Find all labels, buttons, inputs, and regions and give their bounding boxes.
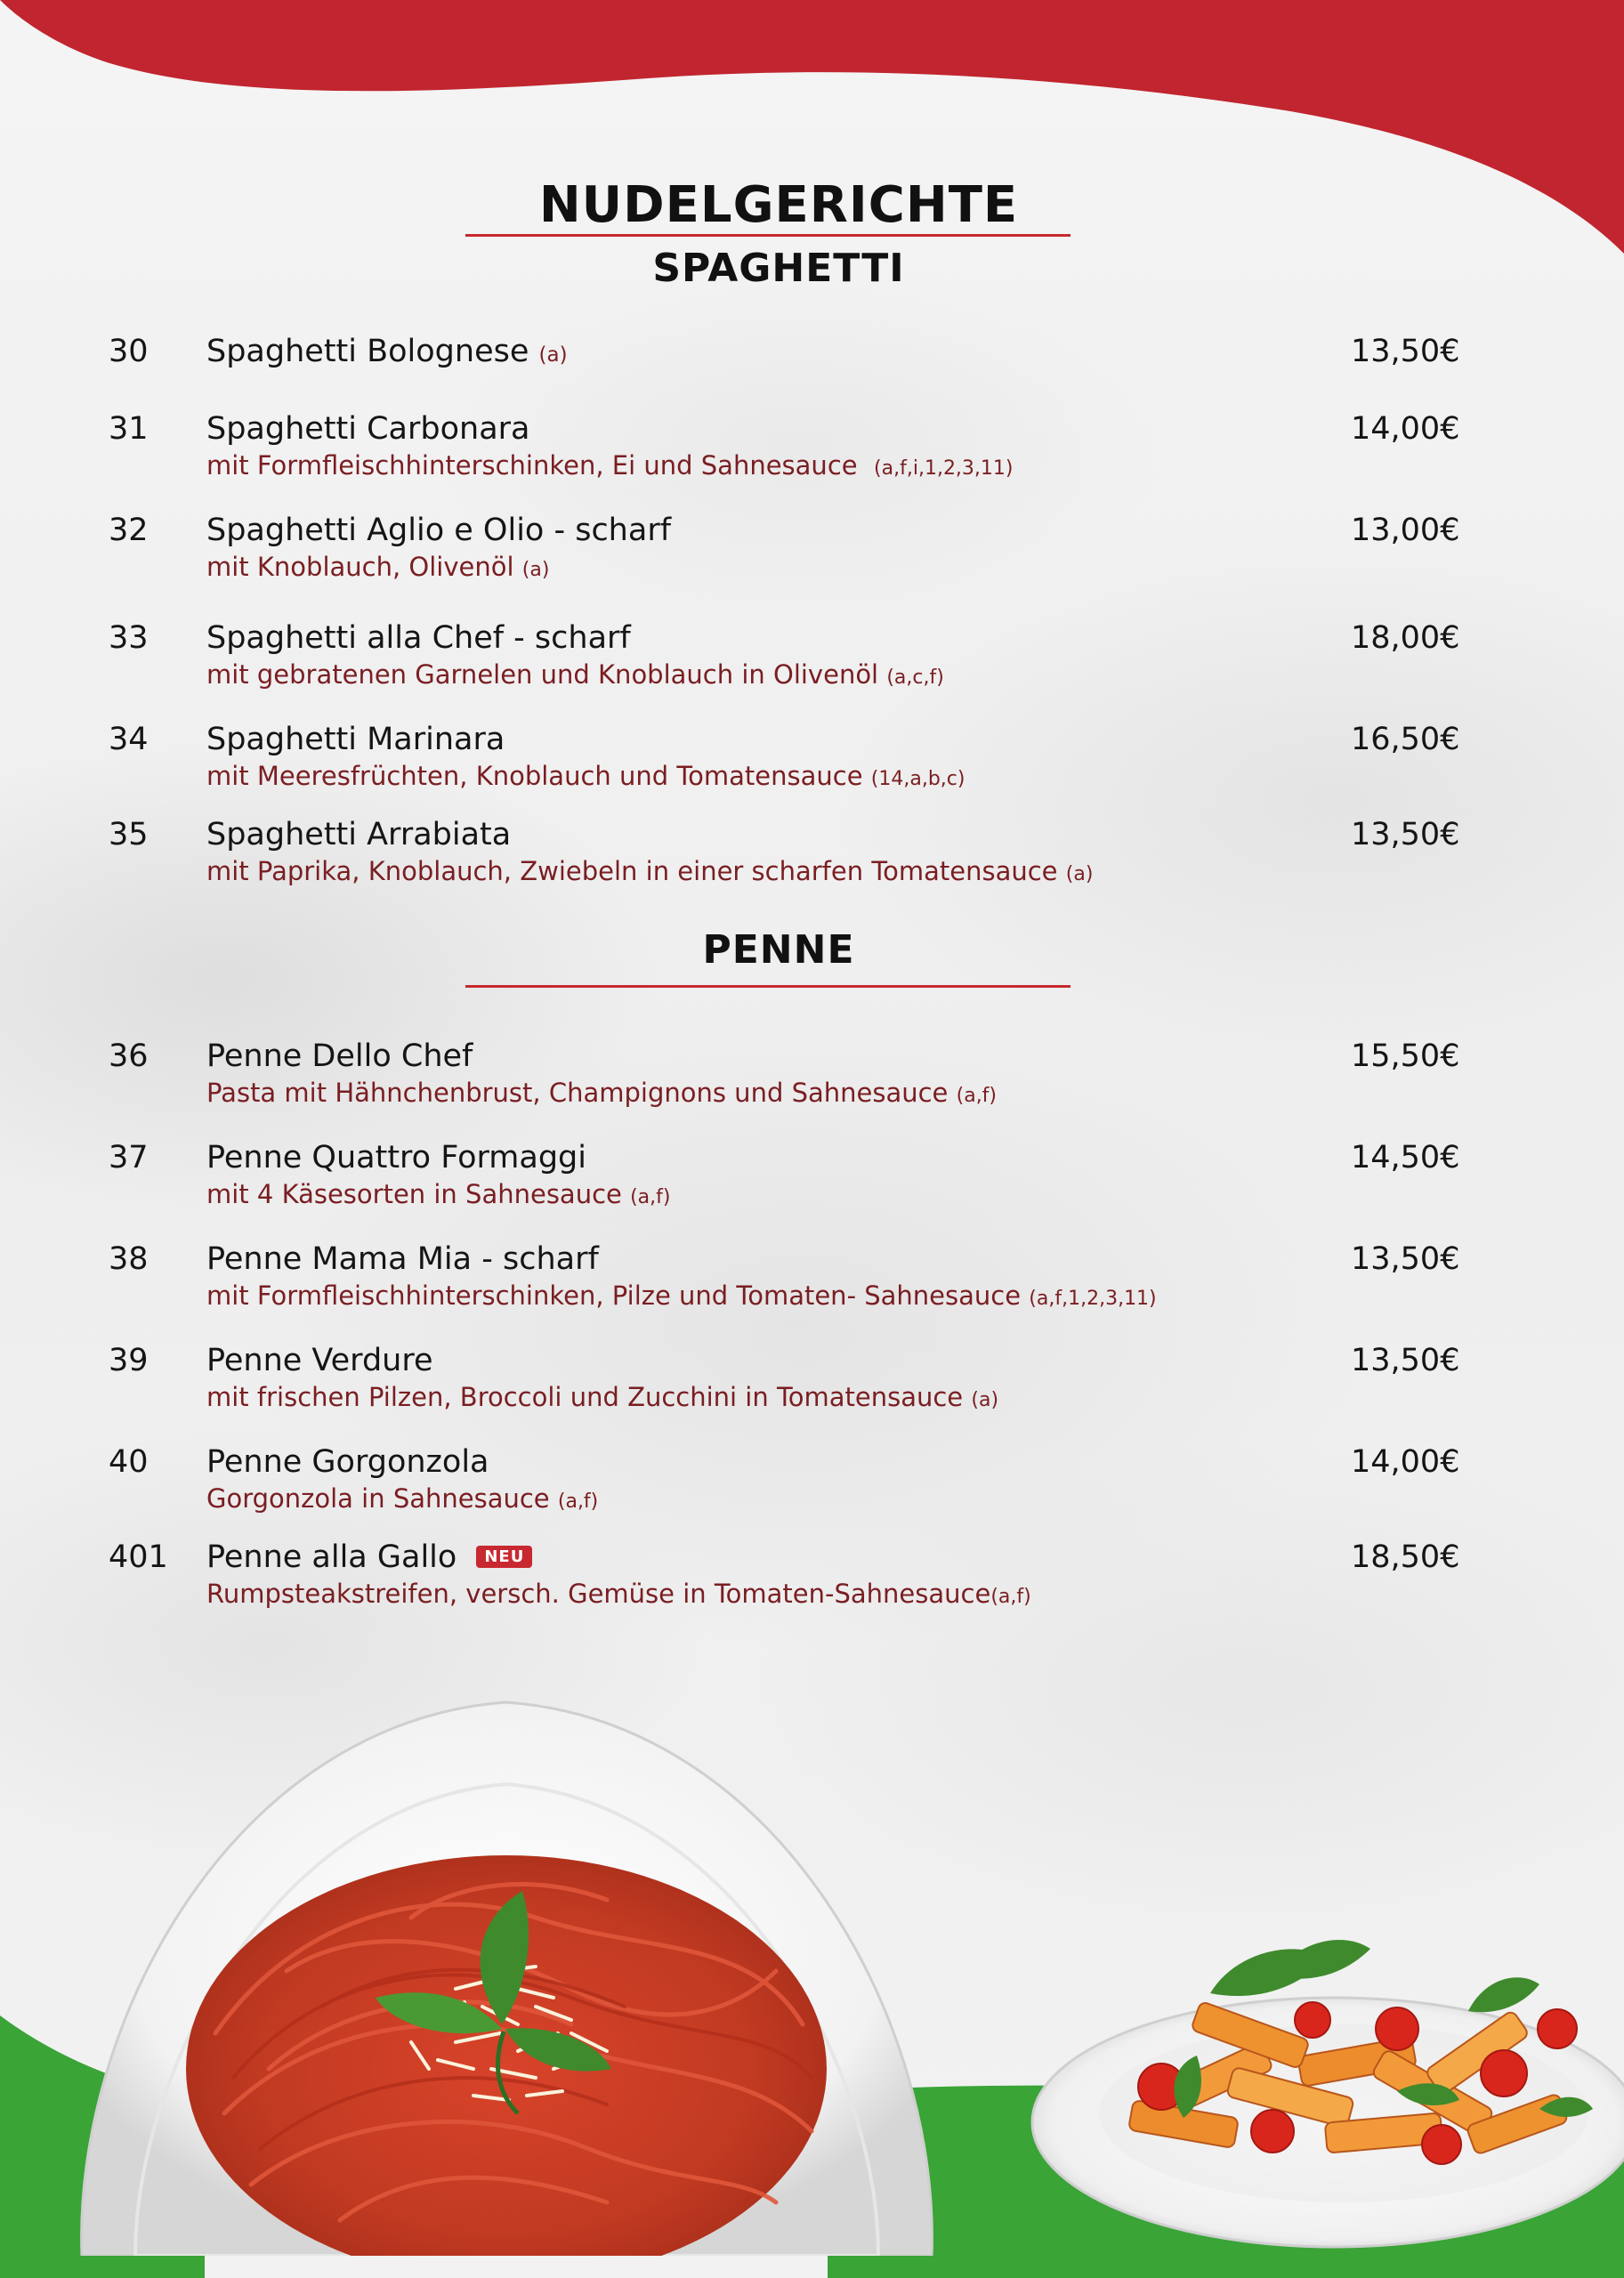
spaghetti-plate-icon bbox=[73, 1651, 941, 2256]
item-number: 401 bbox=[109, 1539, 168, 1575]
item-description-text: mit Paprika, Knoblauch, Zwiebeln in einer scharfen Tomatensauce bbox=[206, 856, 1058, 886]
menu-item-34 bbox=[0, 722, 1624, 793]
item-name: Penne Dello Chef bbox=[206, 1038, 473, 1074]
item-price: 13,00€ bbox=[1351, 513, 1460, 548]
item-description bbox=[206, 856, 1093, 886]
item-description-text: mit frischen Pilzen, Broccoli und Zucchini in Tomatensauce bbox=[206, 1382, 964, 1412]
menu-item-38 bbox=[0, 1241, 1624, 1313]
item-price: 14,50€ bbox=[1351, 1140, 1460, 1175]
item-price: 13,50€ bbox=[1351, 334, 1460, 369]
item-description bbox=[206, 1280, 1157, 1311]
item-allergens: (a,f,1,2,3,11) bbox=[1029, 1288, 1157, 1310]
section-heading-spaghetti: SPAGHETTI bbox=[652, 246, 905, 291]
item-allergens: (a) bbox=[971, 1389, 999, 1411]
item-allergens: (a,f,i,1,2,3,11) bbox=[874, 457, 1014, 480]
menu-item-33 bbox=[0, 620, 1624, 691]
item-description bbox=[206, 450, 1014, 481]
item-description bbox=[206, 1078, 997, 1108]
item-price: 14,00€ bbox=[1351, 1444, 1460, 1480]
item-description-text: mit Formfleischhinterschinken, Ei und Sahnesauce bbox=[206, 450, 858, 481]
item-number: 30 bbox=[109, 334, 149, 369]
item-name-text: Penne alla Gallo bbox=[206, 1539, 457, 1575]
item-allergens: (a,c,f) bbox=[886, 666, 944, 689]
item-number: 32 bbox=[109, 513, 149, 548]
item-name: Spaghetti Arrabiata bbox=[206, 817, 512, 852]
menu-item-36 bbox=[0, 1038, 1624, 1110]
item-description bbox=[206, 1382, 998, 1412]
item-name: Penne Mama Mia - scharf bbox=[206, 1241, 599, 1277]
item-allergens: (14,a,b,c) bbox=[870, 768, 966, 790]
new-badge: NEU bbox=[476, 1546, 532, 1568]
item-price: 15,50€ bbox=[1351, 1038, 1460, 1074]
item-allergens: (a,f) bbox=[990, 1586, 1031, 1608]
menu-item-31 bbox=[0, 411, 1624, 482]
item-name: Spaghetti Marinara bbox=[206, 722, 505, 757]
menu-item-401 bbox=[0, 1539, 1624, 1611]
item-name: Penne Quattro Formaggi bbox=[206, 1140, 586, 1175]
item-name bbox=[206, 1539, 532, 1575]
item-description bbox=[206, 1579, 1031, 1609]
menu-title: NUDELGERICHTE bbox=[538, 176, 1019, 234]
item-allergens: (a,f) bbox=[630, 1186, 671, 1208]
item-name bbox=[206, 334, 568, 369]
menu-item-32 bbox=[0, 513, 1624, 584]
item-description-text: Pasta mit Hähnchenbrust, Champignons und Sahnesauce bbox=[206, 1078, 949, 1108]
item-price: 16,50€ bbox=[1351, 722, 1460, 757]
item-description bbox=[206, 1483, 598, 1514]
item-description-text: mit 4 Käsesorten in Sahnesauce bbox=[206, 1179, 622, 1209]
item-price: 13,50€ bbox=[1351, 1241, 1460, 1277]
item-price: 13,50€ bbox=[1351, 1343, 1460, 1378]
item-allergens: (a,f) bbox=[557, 1490, 599, 1513]
penne-plate-icon bbox=[1006, 1886, 1624, 2260]
item-description bbox=[206, 1179, 670, 1209]
item-name: Penne Gorgonzola bbox=[206, 1444, 489, 1480]
item-number: 31 bbox=[109, 411, 149, 447]
item-allergens: (a) bbox=[538, 343, 568, 367]
section-heading-penne: PENNE bbox=[702, 927, 855, 973]
menu-item-37 bbox=[0, 1140, 1624, 1211]
item-number: 35 bbox=[109, 817, 149, 852]
item-description-text: Rumpsteakstreifen, versch. Gemüse in Tomaten-Sahnesauce bbox=[206, 1579, 991, 1609]
item-allergens: (a) bbox=[521, 559, 550, 581]
item-description-text: mit gebratenen Garnelen und Knoblauch in Olivenöl bbox=[206, 659, 879, 690]
menu-item-35 bbox=[0, 817, 1624, 888]
item-description-text: Gorgonzola in Sahnesauce bbox=[206, 1483, 550, 1514]
item-price: 14,00€ bbox=[1351, 411, 1460, 447]
item-name: Penne Verdure bbox=[206, 1343, 433, 1378]
item-number: 34 bbox=[109, 722, 149, 757]
item-number: 36 bbox=[109, 1038, 149, 1074]
item-number: 38 bbox=[109, 1241, 149, 1277]
menu-item-40 bbox=[0, 1444, 1624, 1515]
item-number: 33 bbox=[109, 620, 149, 656]
menu-item-39 bbox=[0, 1343, 1624, 1414]
item-allergens: (a) bbox=[1065, 863, 1094, 885]
item-description bbox=[206, 552, 549, 582]
item-description-text: mit Knoblauch, Olivenöl bbox=[206, 552, 514, 582]
item-description bbox=[206, 761, 965, 791]
item-name: Spaghetti Carbonara bbox=[206, 411, 530, 447]
item-name-text: Spaghetti Bolognese bbox=[206, 334, 529, 369]
item-number: 40 bbox=[109, 1444, 149, 1480]
item-price: 18,00€ bbox=[1351, 620, 1460, 656]
item-name: Spaghetti Aglio e Olio - scharf bbox=[206, 513, 672, 548]
title-divider bbox=[465, 234, 1071, 237]
item-description-text: mit Formfleischhinterschinken, Pilze und Tomaten- Sahnesauce bbox=[206, 1280, 1022, 1311]
item-price: 18,50€ bbox=[1351, 1539, 1460, 1575]
item-number: 37 bbox=[109, 1140, 149, 1175]
item-price: 13,50€ bbox=[1351, 817, 1460, 852]
item-number: 39 bbox=[109, 1343, 149, 1378]
penne-divider bbox=[465, 985, 1071, 988]
menu-item-30 bbox=[0, 334, 1624, 405]
item-description-text: mit Meeresfrüchten, Knoblauch und Tomatensauce bbox=[206, 761, 863, 791]
item-name: Spaghetti alla Chef - scharf bbox=[206, 620, 631, 656]
item-description bbox=[206, 659, 944, 690]
item-allergens: (a,f) bbox=[956, 1085, 998, 1107]
